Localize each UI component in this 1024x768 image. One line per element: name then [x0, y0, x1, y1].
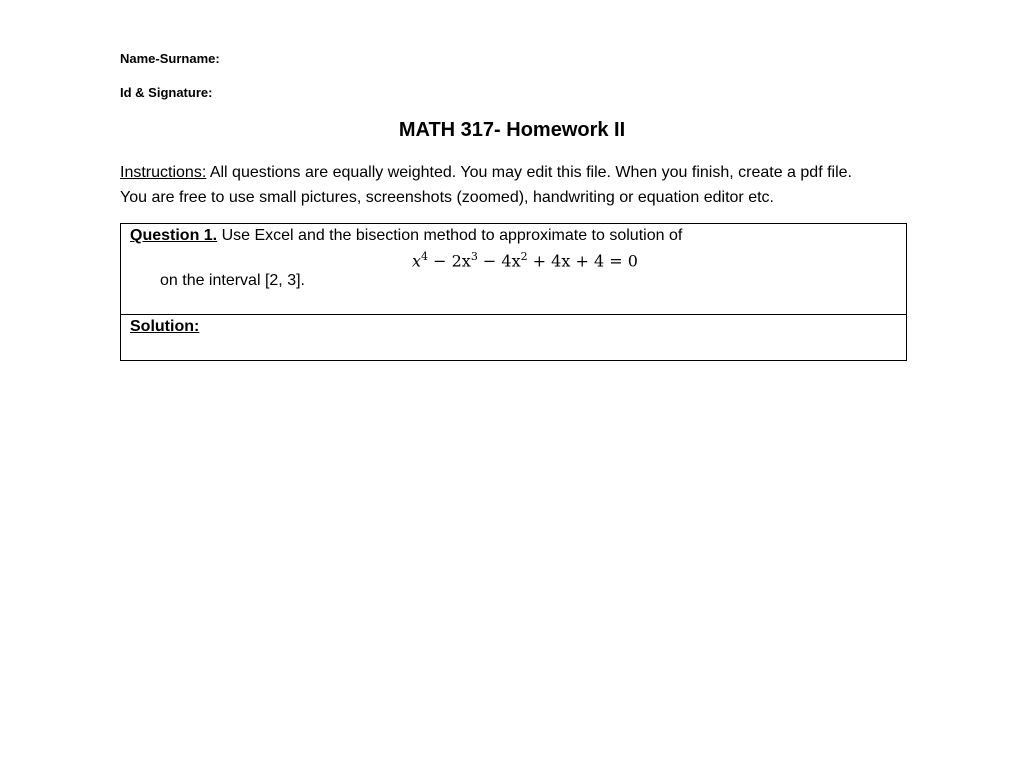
- question-1-label: Question 1.: [130, 227, 218, 244]
- solution-label: Solution:: [130, 318, 200, 335]
- interval-text: on the interval [2, 3].: [160, 272, 305, 289]
- polynomial-equation: [412, 250, 638, 270]
- question-1-text: Use Excel and the bisection method to approximate to solution of: [217, 227, 683, 244]
- instructions-line-1: [120, 160, 920, 185]
- page-title: MATH 317- Homework II: [398, 119, 626, 141]
- equation-term-2: − 2x: [428, 251, 471, 271]
- equation-term-4: + 4x + 4 = 0: [527, 251, 638, 271]
- instructions-text-1: All questions are equally weighted. You may edit this file. When you finish, create a pdf file.: [206, 164, 852, 181]
- instructions-line-2: You are free to use small pictures, screenshots (zoomed), handwriting or equation editor etc.: [120, 189, 774, 206]
- instructions-block: [120, 160, 920, 210]
- instructions-label: Instructions:: [120, 164, 207, 181]
- name-surname-label: Name-Surname:: [120, 51, 220, 66]
- equation-power-3: 2: [520, 250, 528, 263]
- question-table: [120, 223, 907, 361]
- solution-cell[interactable]: [121, 315, 906, 360]
- equation-power-1: 4: [421, 250, 429, 263]
- equation-term-1: x: [412, 251, 422, 271]
- question-1-line: [130, 227, 682, 245]
- id-signature-label: Id & Signature:: [120, 85, 213, 100]
- equation-term-3: − 4x: [477, 251, 521, 271]
- question-1-cell: [121, 224, 906, 315]
- equation-power-2: 3: [470, 250, 478, 263]
